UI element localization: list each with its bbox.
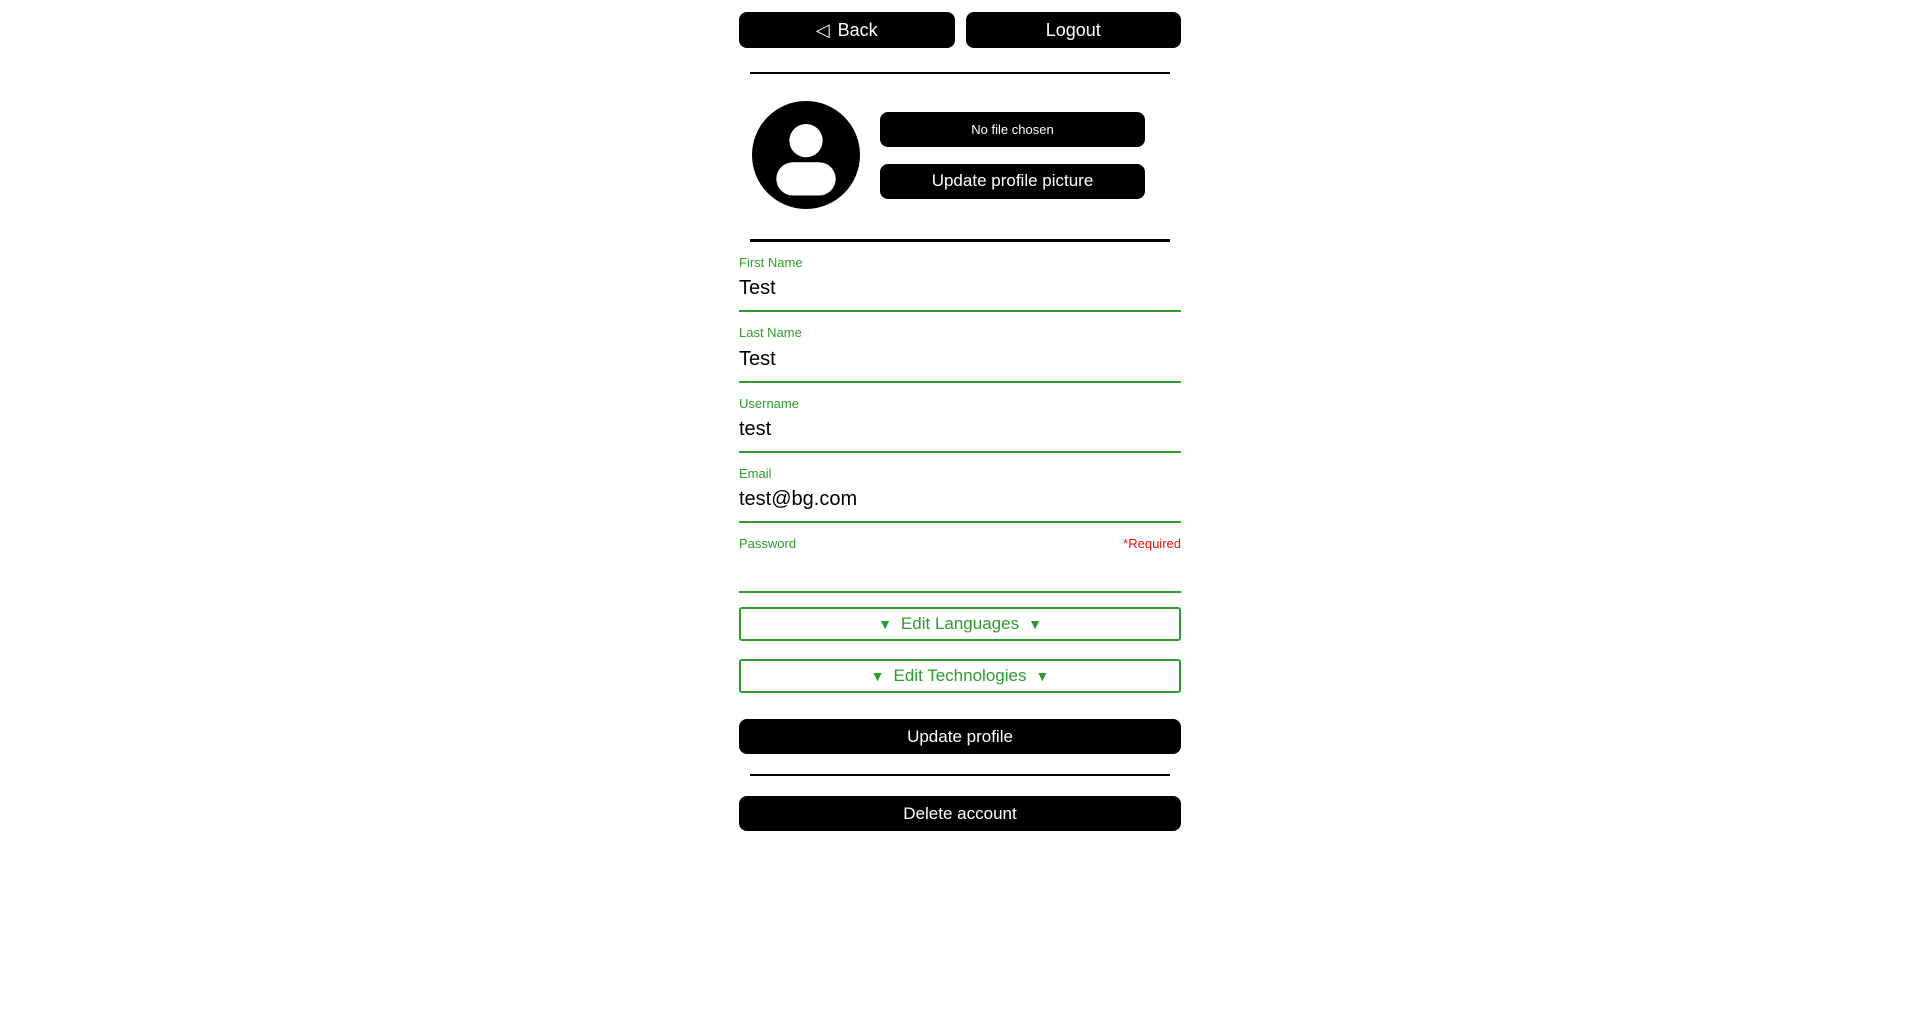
required-badge: *Required (1123, 536, 1181, 552)
profile-page (739, 0, 1181, 831)
username-field (739, 397, 1181, 453)
email-input[interactable] (739, 483, 1181, 523)
password-label: Password (739, 536, 797, 552)
back-button[interactable] (739, 12, 955, 48)
password-input[interactable] (739, 553, 1181, 593)
chevron-down-icon: ▼ (878, 616, 892, 633)
file-chooser-button[interactable]: No file chosen (880, 112, 1145, 147)
update-profile-button[interactable]: Update profile (739, 719, 1181, 754)
profile-picture-section (739, 101, 1181, 209)
delete-account-button[interactable]: Delete account (739, 796, 1181, 831)
last-name-field (739, 326, 1181, 382)
edit-technologies-button[interactable] (739, 659, 1181, 693)
username-input[interactable] (739, 413, 1181, 453)
divider (750, 239, 1170, 242)
edit-languages-label: Edit Languages (900, 614, 1020, 634)
password-field (739, 537, 1181, 593)
chevron-down-icon: ▼ (1028, 616, 1042, 633)
edit-languages-button[interactable] (739, 607, 1181, 641)
chevron-down-icon: ▼ (1035, 668, 1050, 685)
username-label: Username (739, 395, 799, 411)
last-name-label: Last Name (739, 325, 802, 341)
back-button-label: Back (837, 19, 878, 40)
top-button-bar (739, 12, 1181, 48)
picture-actions (880, 112, 1145, 199)
first-name-field (739, 256, 1181, 312)
email-label: Email (739, 465, 772, 481)
chevron-down-icon: ▼ (870, 668, 885, 685)
account-circle-icon (752, 101, 860, 209)
edit-technologies-label: Edit Technologies (893, 666, 1027, 686)
first-name-input[interactable] (739, 272, 1181, 312)
divider (750, 72, 1170, 74)
logout-button[interactable] (966, 12, 1182, 48)
update-profile-picture-button[interactable]: Update profile picture (880, 164, 1145, 199)
profile-form (739, 256, 1181, 754)
first-name-label: First Name (739, 255, 803, 270)
logout-button-label: Logout (1045, 19, 1101, 40)
divider (750, 774, 1170, 776)
email-field (739, 467, 1181, 523)
back-arrow-icon: ◁ (815, 19, 830, 40)
last-name-input[interactable] (739, 343, 1181, 383)
